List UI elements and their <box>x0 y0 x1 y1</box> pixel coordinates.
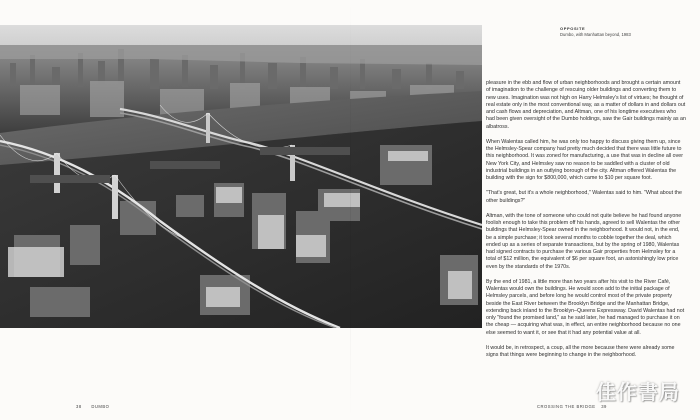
paragraph: It would be, in retrospect, a coup, all the more because there were already some signs that things were beginning to change in the neighborhood. <box>486 344 675 358</box>
aerial-photograph <box>0 25 482 328</box>
running-head-left: DUMBO <box>91 404 110 409</box>
paragraph: "That's great, but it's a whole neighborhood," Walentas said to him. "What about the other buildings?" <box>486 190 682 204</box>
paragraph: When Walentas called him, he was only too happy to discuss giving them up, since the Helmsley-Spear company had pretty much decided that there was little future to this neighborhood. It was zoned for manufacturing, a use that was in decline all over New York City, and Helmsley saw no reason to be saddled with a cluster of old industrial buildings in an outlying borough of the city. Altman offered Walentas the building with the sign for $800,000, which came to $10 per square foot. <box>486 138 683 181</box>
paragraph: Altman, with the tone of someone who could not quite believe he had found anyone foolish enough to take this problem off his hands, agreed to sell Walentas the other buildings that Helmsley-Spear owned in the neighborhood. It would not, in the end, be a simple purchase; it took several months to cobble together the deal, which ended up as a series of separate transactions, but by the spring of 1980, Walentas had signed contracts to purchase the various Gair properties from Helmsley for a total of $12 million, the equivalent of $6 per square foot, an astonishingly low price even by the standards of the 1970s. <box>486 212 682 270</box>
page-number-left: 38 <box>76 404 82 409</box>
caption-text: Dumbo, with Manhattan beyond, 1983 <box>560 32 631 37</box>
photo-caption <box>560 26 690 37</box>
paragraph: pleasure in the ebb and flow of urban neighborhoods and brought a certain amount of imagination to the challenge of rescuing older buildings and converting them to new uses. Imagination was not high on Harry Helmsley's list of virtues; he thought of real estate only in the most conventional way, as a matter of dollars in and dollars out and cash flows and depreciation, and Altman, one of his longtime executives who had been given oversight of the Dumbo holdings, saw the Gair buildings mainly as an albatross. <box>486 80 686 130</box>
paragraph: By the end of 1981, a little more than two years after his visit to the River Café, Walentas would own the buildings. He would soon add to the initial package of Helmsley parcels, and before long he would control most of the private property beside the East River between the Brooklyn Bridge and the Manhattan Bridge, extending back inland to the Brooklyn–Queens Expressway. David Walentas had not only "found the promised land," as he said later, he had managed to purchase it on the cheap — acquiring what was, in effect, an entire neighborhood because no one else seemed to want it, or see that it had any potential value at all. <box>486 278 685 336</box>
watermark: 佳作書局 <box>596 380 680 404</box>
running-head-right: CROSSING THE BRIDGE <box>537 404 596 409</box>
caption-label: OPPOSITE <box>560 26 586 31</box>
body-text <box>486 80 686 367</box>
page-gutter <box>350 0 351 420</box>
page-number-right: 39 <box>601 404 607 409</box>
folio-left <box>76 404 117 409</box>
aerial-photo-drawing <box>0 25 482 328</box>
